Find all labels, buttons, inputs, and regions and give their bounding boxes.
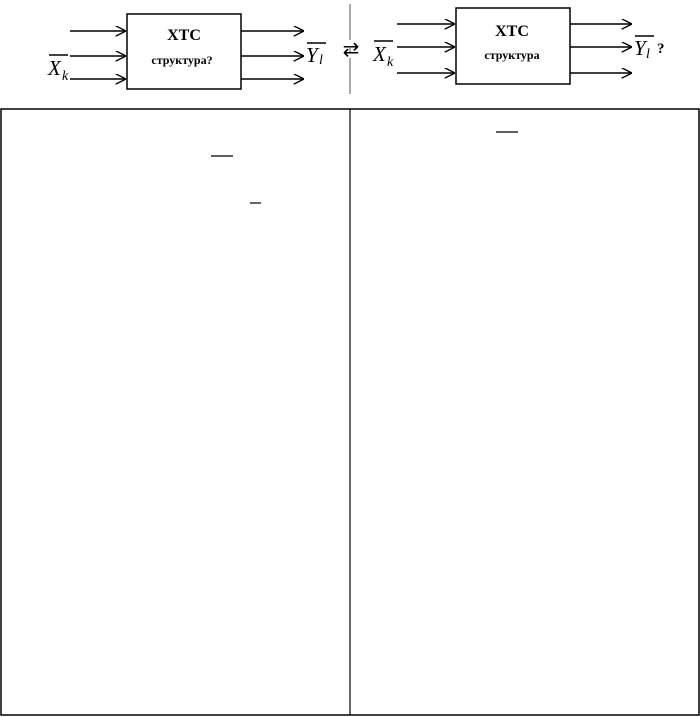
- right-box-title: ХТС: [495, 23, 529, 40]
- right-output-variable: Y: [634, 36, 646, 60]
- right-xts-box: [456, 8, 570, 84]
- answer-table: [1, 109, 699, 715]
- left-box-title: ХТС: [167, 27, 201, 44]
- left-box-subtitle: структура?: [151, 53, 213, 67]
- left-diagram: [47, 14, 326, 89]
- right-diagram: [372, 8, 665, 84]
- left-output-subscript: l: [319, 53, 323, 68]
- left-input-variable: X: [48, 56, 61, 80]
- right-box-subtitle: структура: [484, 48, 540, 62]
- right-input-subscript: k: [387, 55, 394, 70]
- right-output-question-mark: ?: [657, 41, 665, 57]
- relation-symbol: ⇄: [342, 39, 360, 61]
- left-xts-box: [127, 14, 241, 89]
- left-output-variable: Y: [306, 43, 318, 67]
- left-input-subscript: k: [62, 69, 69, 84]
- right-output-subscript: l: [646, 47, 650, 62]
- right-input-variable: X: [373, 42, 386, 66]
